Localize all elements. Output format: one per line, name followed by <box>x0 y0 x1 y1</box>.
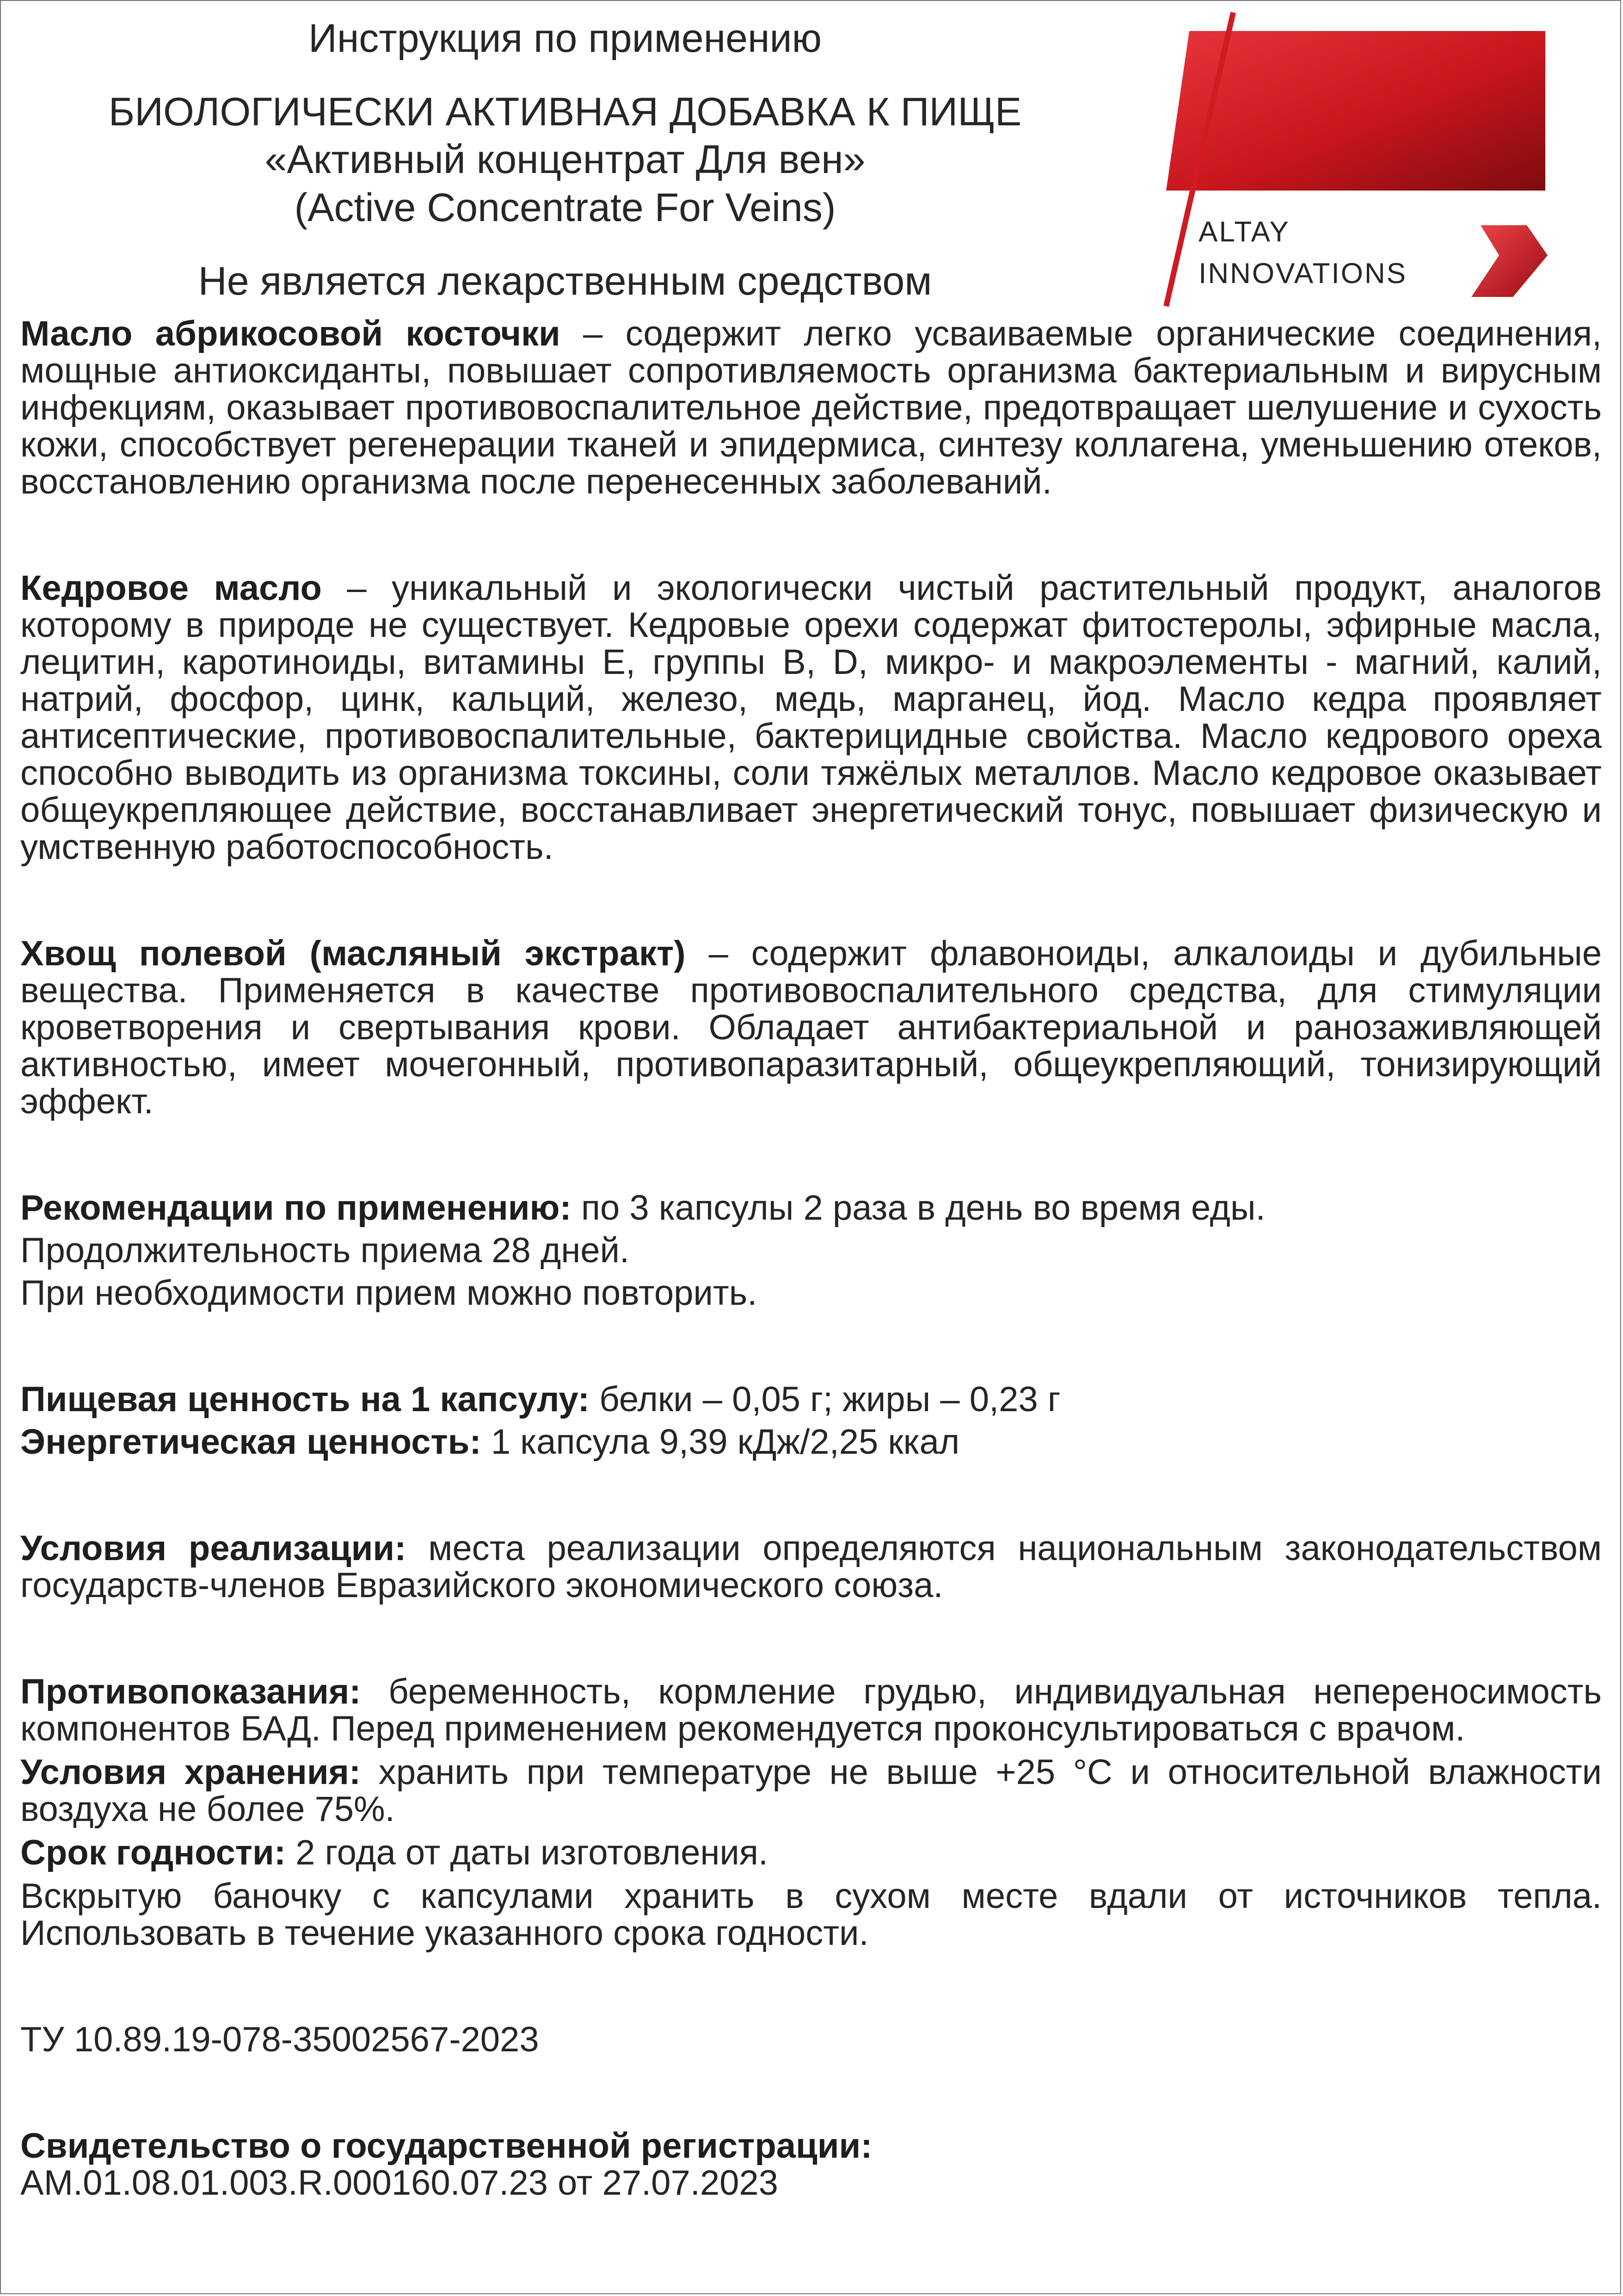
title-block <box>61 15 1069 305</box>
horsetail-paragraph <box>20 935 1602 1120</box>
apricot-oil-title: Масло абрикосовой косточки <box>20 314 560 353</box>
instruction-heading: Инструкция по применению <box>308 16 822 61</box>
registration-title: Свидетельство о государственной регистрации: <box>20 2126 873 2166</box>
intake-duration: Продолжительность приема 28 дней. <box>20 1231 630 1270</box>
tu-code: ТУ 10.89.19-078-35002567-2023 <box>20 2020 539 2059</box>
contraindications-text: беременность, кормление грудью, индивидуальная непереносимость компонентов БАД. Перед применением рекомендуется проконсультироваться с врачом. <box>20 1672 1602 1748</box>
apricot-oil-text: – содержит легко усваиваемые органические соединения, мощные антиоксиданты, повышает сопротивляемость организма бактериальным и вирусным инфекциям, оказывает противовоспалительное действие, предотвращает шелушение и сухость кожи, способствует регенерации тканей и эпидермиса, синтезу коллагена, уменьшению отеков, восстановлению организма после перенесенных заболеваний. <box>20 314 1602 501</box>
recommendations-text: по 3 капсулы 2 раза в день во время еды. <box>571 1188 1266 1228</box>
product-name-en: (Active Concentrate For Veins) <box>294 185 836 230</box>
nutrition-title: Пищевая ценность на 1 капсулу: <box>20 1380 590 1419</box>
content <box>20 315 1602 2202</box>
disclaimer: Не является лекарственным средством <box>198 259 932 303</box>
intake-repeat: При необходимости прием можно повторить. <box>20 1273 757 1313</box>
shelf-life-title: Срок годности: <box>20 1833 286 1872</box>
cedar-oil-paragraph <box>20 570 1602 866</box>
opened-jar-paragraph: Вскрытую баночку с капсулами хранить в сухом месте вдали от источников тепла. Использовать в течение указанного срока годности. <box>20 1876 1602 1953</box>
recommendations-paragraph <box>20 1190 1602 1227</box>
shelf-life-paragraph <box>20 1834 1602 1871</box>
nutrition-paragraph <box>20 1381 1602 1418</box>
apricot-oil-paragraph <box>20 315 1602 500</box>
recommendations-title: Рекомендации по применению: <box>20 1188 572 1228</box>
altay-innovations-logo <box>1148 10 1564 311</box>
product-name-ru: «Активный концентрат Для вен» <box>264 137 866 182</box>
logo-text-altay: ALTAY <box>1199 216 1290 248</box>
logo-arrow <box>1471 225 1548 297</box>
sale-conditions-paragraph <box>20 1530 1602 1604</box>
category-heading: БИОЛОГИЧЕСКИ АКТИВНАЯ ДОБАВКА К ПИЩЕ <box>108 90 1022 135</box>
shelf-life-text: 2 года от даты изготовления. <box>286 1833 768 1872</box>
registration-number: AM.01.08.01.003.R.000160.07.23 от 27.07.2023 <box>20 2163 778 2203</box>
energy-paragraph <box>20 1424 1602 1461</box>
sale-conditions-title: Условия реализации: <box>20 1529 406 1568</box>
horsetail-text: – содержит флавоноиды, алкалоиды и дубильные вещества. Применяется в качестве противовоспалительного средства, для стимуляции кроветворения и свертывания крови. Обладает антибактериальной и ранозаживляющей активностью, имеет мочегонный, противопаразитарный, общеукрепляющий, тонизирующий эффект. <box>20 934 1602 1121</box>
cedar-oil-title: Кедровое масло <box>20 568 322 608</box>
horsetail-title: Хвощ полевой (масляный экстракт) <box>20 934 686 973</box>
energy-text: 1 капсула 9,39 кДж/2,25 ккал <box>481 1422 960 1462</box>
energy-title: Энергетическая ценность: <box>20 1422 481 1462</box>
storage-title: Условия хранения: <box>20 1753 361 1792</box>
contraindications-title: Противопоказания: <box>20 1672 361 1711</box>
nutrition-text: белки – 0,05 г; жиры – 0,23 г <box>590 1380 1061 1419</box>
storage-paragraph <box>20 1754 1602 1828</box>
cedar-oil-text: – уникальный и экологически чистый растительный продукт, аналогов которому в природе не существует. Кедровые орехи содержат фитостеролы, эфирные масла, лецитин, каротиноиды, витамины Е, группы B, D, микро- и макроэлементы - магний, калий, натрий, фосфор, цинк, кальций, железо, медь, марганец, йод. Масло кедра проявляет антисептические, противовоспалительные, бактерицидные свойства. Масло кедрового ореха способно выводить из организма токсины, соли тяжёлых металлов. Масло кедровое оказывает общеукрепляющее действие, восстанавливает энергетический тонус, повышает физическую и умственную работоспособность. <box>20 568 1602 867</box>
sale-conditions-text: места реализации определяются национальным законодательством государств-членов Евразийского экономического союза. <box>20 1529 1602 1605</box>
contraindications-paragraph <box>20 1673 1602 1747</box>
header <box>1 1 1622 311</box>
logo-text-innovations: INNOVATIONS <box>1199 258 1407 290</box>
storage-text: хранить при температуре не выше +25 °С и относительной влажности воздуха не более 75%. <box>20 1753 1602 1829</box>
